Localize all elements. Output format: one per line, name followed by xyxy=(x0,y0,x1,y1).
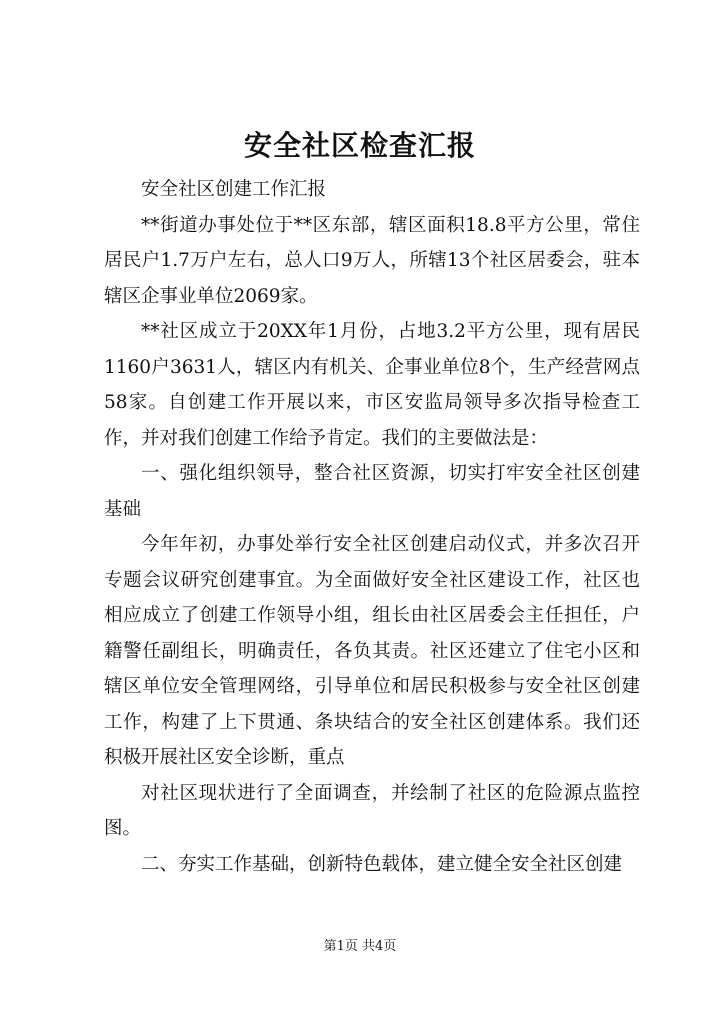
paragraph: 对社区现状进行了全面调查，并绘制了社区的危险源点监控图。 xyxy=(104,782,640,839)
paragraph: **街道办事处位于**区东部，辖区面积18.8平方公里，常住居民户1.7万户左右，总人口9万人，所辖13个社区居委会，驻本辖区企事业单位2069家。 xyxy=(104,214,640,307)
section-heading: 一、强化组织领导，整合社区资源，切实打牢安全社区创建基础 xyxy=(104,463,640,520)
section-heading: 二、夯实工作基础，创新特色载体，建立健全安全社区创建 xyxy=(141,853,623,875)
document-body xyxy=(104,172,640,882)
paragraph: 今年年初，办事处举行安全社区创建启动仪式，并多次召开专题会议研究创建事宜。为全面做好安全社区建设工作，社区也相应成立了创建工作领导小组，组长由社区居委会主任担任，户籍警任副组长，明确责任，各负其责。社区还建立了住宅小区和辖区单位安全管理网络，引导单位和居民积极参与安全社区创建工作，构建了上下贯通、条块结合的安全社区创建体系。我们还积极开展社区安全诊断，重点 xyxy=(104,534,640,768)
paragraph: **社区成立于20XX年1月份，占地3.2平方公里，现有居民1160户3631人，辖区内有机关、企事业单位8个，生产经营网点58家。自创建工作开展以来，市区安监局领导多次指导检查工作，并对我们创建工作给予肯定。我们的主要做法是： xyxy=(104,321,640,449)
paragraph: 安全社区创建工作汇报 xyxy=(141,179,327,200)
document-title: 安全社区检查汇报 xyxy=(243,129,476,162)
page-number-footer: 第1页 共4页 xyxy=(323,939,397,954)
